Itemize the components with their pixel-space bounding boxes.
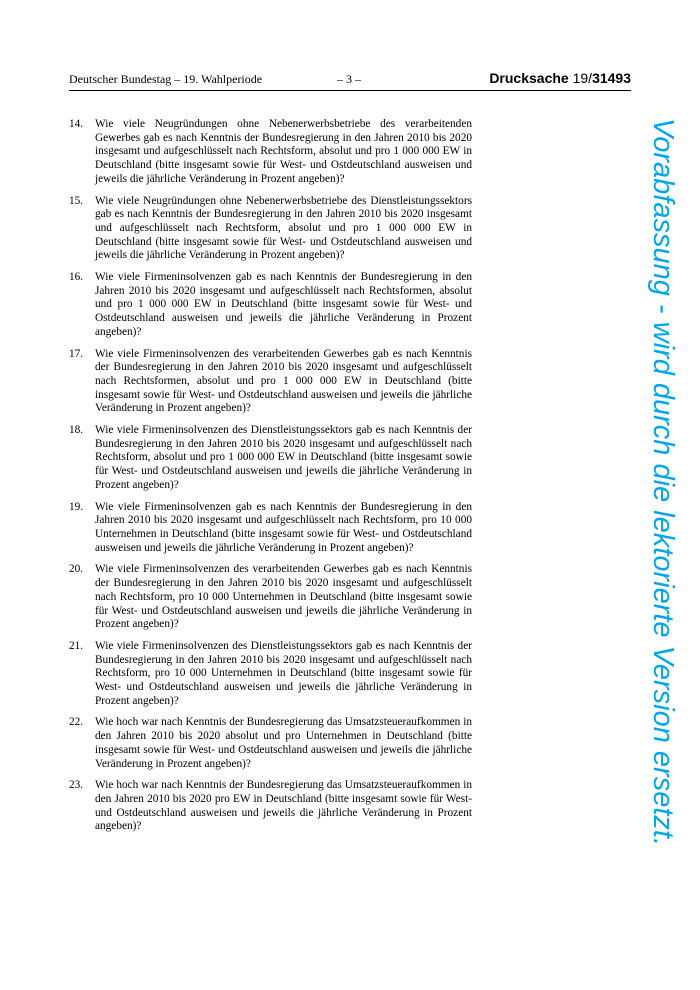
- question-number: 23.: [69, 779, 84, 792]
- question-21: [69, 640, 472, 709]
- question-text: Wie viele Firmeninsolvenzen des verarbeitenden Gewerbes gab es nach Kenntnis der Bundesregierung in den Jahren 2010 bis 2020 insgesamt und aufgeschlüsselt nach Rechtsform, pro 10 000 Unternehmen in Deutschland (bitte insgesamt sowie für West- und Ostdeutschland ausweisen und jeweils die jährliche Veränderung in Prozent angeben)?: [95, 563, 472, 631]
- question-20: [69, 563, 472, 632]
- question-text: Wie viele Firmeninsolvenzen des Dienstleistungssektors gab es nach Kenntnis der Bundesregierung in den Jahren 2010 bis 2020 insgesamt und aufgeschlüsselt nach Rechtsform, pro 10 000 Unternehmen in Deutschland (bitte insgesamt sowie für West- und Ostdeutschland ausweisen und jeweils die jährliche Veränderung in Prozent angeben)?: [95, 639, 472, 707]
- question-15: [69, 195, 472, 264]
- question-text: Wie viele Neugründungen ohne Nebenerwerbsbetriebe des verarbeitenden Gewerbes gab es nach Kenntnis der Bundesregierung in den Jahren 2010 bis 2020 insgesamt und aufgeschlüsselt nach Rechtsform, absolut und pro 1 000 000 EW in Deutschland (bitte insgesamt sowie für West- und Ostdeutschland ausweisen und jeweils die jährliche Veränderung in Prozent angeben)?: [95, 118, 472, 185]
- header-doc-number: 31493: [592, 70, 631, 86]
- header-doc-label: Drucksache: [489, 70, 573, 86]
- question-23: [69, 779, 472, 834]
- question-14: [69, 118, 472, 187]
- question-number: 17.: [69, 347, 84, 360]
- header-publication: Deutscher Bundestag – 19. Wahlperiode: [69, 72, 263, 86]
- question-number: 22.: [69, 716, 84, 729]
- question-number: 21.: [69, 639, 84, 652]
- question-text: Wie viele Firmeninsolvenzen des Dienstleistungssektors gab es nach Kenntnis der Bundesregierung in den Jahren 2010 bis 2020 insgesamt und aufgeschlüsselt nach Rechtsform, absolut und pro 1 000 000 EW in Deutschland (bitte insgesamt sowie für West- und Ostdeutschland ausweisen und jeweils die jährliche Veränderung in Prozent angeben)?: [95, 424, 472, 491]
- question-17: [69, 348, 472, 417]
- question-text: Wie hoch war nach Kenntnis der Bundesregierung das Umsatzsteueraufkommen in den Jahren 2010 bis 2020 pro EW in Deutschland (bitte insgesamt sowie für West- und Ostdeutschland ausweisen und jeweils die jährliche Veränderung in Prozent angeben)?: [95, 779, 472, 833]
- question-text: Wie viele Firmeninsolvenzen gab es nach Kenntnis der Bundesregierung in den Jahren 2010 bis 2020 insgesamt und aufgeschlüsselt nach Rechtsform, pro 10 000 Unternehmen in Deutschland (bitte insgesamt sowie für West- und Ostdeutschland ausweisen und jeweils die jährliche Veränderung in Prozent angeben)?: [95, 500, 472, 554]
- header-page-number: – 3 –: [337, 72, 361, 86]
- question-text: Wie viele Firmeninsolvenzen gab es nach Kenntnis der Bundesregierung in den Jahren 2010 bis 2020 insgesamt und aufgeschlüsselt nach Rechtsformen, absolut und pro 1 000 000 EW in Deutschland (bitte insgesamt sowie für West- und Ostdeutschland ausweisen und jeweils die jährliche Veränderung in Prozent angeben)?: [95, 271, 472, 338]
- question-text: Wie viele Firmeninsolvenzen des verarbeitenden Gewerbes gab es nach Kenntnis der Bundesregierung in den Jahren 2010 bis 2020 insgesamt und aufgeschlüsselt nach Rechtsformen, absolut und pro 1 000 000 EW in Deutschland (bitte insgesamt sowie für West- und Ostdeutschland ausweisen und jeweils die jährliche Veränderung in Prozent angeben)?: [95, 347, 472, 415]
- question-text: Wie hoch war nach Kenntnis der Bundesregierung das Umsatzsteueraufkommen in den Jahren 2010 bis 2020 absolut und pro Unternehmen in Deutschland (bitte insgesamt sowie für West- und Ostdeutschland ausweisen und jeweils die jährliche Veränderung in Prozent angeben)?: [95, 716, 472, 770]
- question-list: [69, 118, 472, 842]
- question-18: [69, 424, 472, 493]
- question-number: 15.: [69, 194, 84, 207]
- question-22: [69, 716, 472, 771]
- question-19: [69, 501, 472, 556]
- question-16: [69, 271, 472, 340]
- question-number: 20.: [69, 563, 84, 576]
- header-document-number: [489, 70, 631, 86]
- question-number: 19.: [69, 500, 84, 513]
- question-text: Wie viele Neugründungen ohne Nebenerwerbsbetriebe des Dienstleistungssektors gab es nach Kenntnis der Bundesregierung in den Jahren 2010 bis 2020 insgesamt und aufgeschlüsselt nach Rechtsform, absolut und pro 1 000 000 EW in Deutschland (bitte insgesamt sowie für West- und Ostdeutschland ausweisen und jeweils die jährliche Veränderung in Prozent angeben)?: [95, 194, 472, 262]
- draft-watermark: Vorabfassung - wird durch die lektorierte Version ersetzt.: [647, 118, 679, 847]
- header-doc-period: 19/: [572, 70, 593, 86]
- page-header: [69, 70, 631, 90]
- question-number: 16.: [69, 271, 84, 284]
- question-number: 14.: [69, 118, 84, 130]
- header-rule: [69, 90, 631, 91]
- question-number: 18.: [69, 424, 84, 437]
